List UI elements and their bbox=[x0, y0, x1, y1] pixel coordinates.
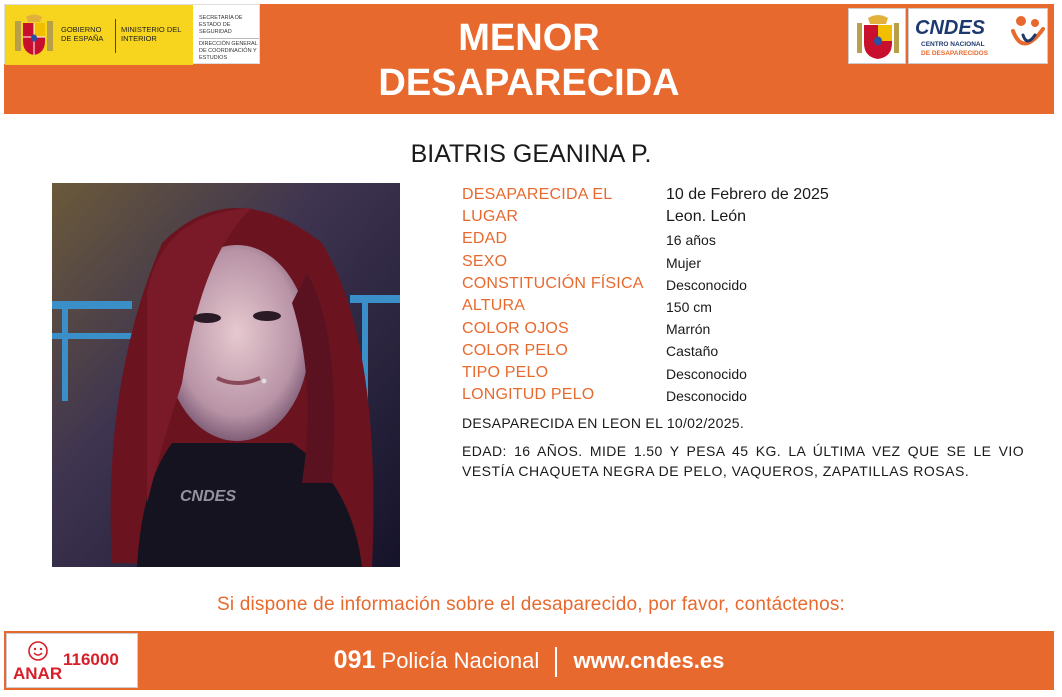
spain-coat-of-arms-icon bbox=[849, 9, 907, 65]
cndes-logo bbox=[908, 8, 1048, 64]
anar-logo bbox=[6, 633, 138, 688]
field-value-build: Desconocido bbox=[666, 277, 747, 293]
footer-contact-line bbox=[4, 631, 1054, 690]
website-link[interactable]: www.cndes.es bbox=[573, 648, 725, 673]
footer-banner bbox=[4, 631, 1054, 690]
field-value-age: 16 años bbox=[666, 232, 716, 248]
field-label-hair-length: LONGITUD PELO bbox=[462, 386, 595, 403]
field-value-date: 10 de Febrero de 2025 bbox=[666, 186, 829, 203]
police-number: 091 bbox=[333, 646, 376, 674]
cndes-sub2-text: DE DESAPARECIDOS bbox=[921, 50, 989, 57]
anar-phone-number: 116000 bbox=[63, 650, 119, 669]
field-value-hair-color: Castaño bbox=[666, 343, 719, 359]
cndes-wordmark: CNDES bbox=[915, 17, 986, 39]
footer-separator bbox=[555, 647, 557, 677]
portrait-image bbox=[52, 183, 400, 567]
title-line2: DESAPARECIDA bbox=[378, 62, 680, 104]
field-label-eye-color: COLOR OJOS bbox=[462, 320, 569, 337]
gov-sub2-text: DIRECCIÓN GENERAL DE COORDINACIÓN Y ESTUDIOS bbox=[199, 41, 258, 61]
field-label-hair-type: TIPO PELO bbox=[462, 364, 549, 381]
field-label-hair-color: COLOR PELO bbox=[462, 342, 569, 359]
field-label-place: LUGAR bbox=[462, 208, 519, 225]
gov-sub1-text: SECRETARÍA DE ESTADO DE SEGURIDAD bbox=[199, 15, 259, 39]
photo-watermark: CNDES bbox=[180, 488, 237, 505]
field-value-sex: Mujer bbox=[666, 255, 702, 271]
police-name: Policía Nacional bbox=[381, 648, 540, 673]
field-label-age: EDAD bbox=[462, 230, 508, 247]
cndes-figure-icon bbox=[1009, 13, 1047, 61]
gov-line1-text: GOBIERNO DE ESPAÑA bbox=[61, 25, 104, 43]
field-label-build: CONSTITUCIÓN FÍSICA bbox=[462, 275, 644, 292]
person-name: BIATRIS GEANINA P. bbox=[410, 140, 652, 168]
description-line1: DESAPARECIDA EN LEON EL 10/02/2025. bbox=[462, 415, 745, 431]
description-line2: EDAD: 16 AÑOS. MIDE 1.50 Y PESA 45 KG. LA ÚLTIMA VEZ QUE SE LE VIO bbox=[462, 443, 1024, 459]
cndes-shield-logo bbox=[848, 8, 906, 64]
header-banner bbox=[4, 4, 1054, 114]
field-label-height: ALTURA bbox=[462, 297, 526, 314]
field-value-height: 150 cm bbox=[666, 299, 712, 315]
field-value-eye-color: Marrón bbox=[666, 321, 711, 337]
description-line3: VESTÍA CHAQUETA NEGRA DE PELO, VAQUEROS, ZAPATILLAS ROSAS. bbox=[462, 463, 970, 479]
title-line1: MENOR bbox=[458, 17, 600, 59]
cndes-sub1-text: CENTRO NACIONAL bbox=[921, 41, 985, 48]
field-value-place: Leon. León bbox=[666, 208, 747, 225]
smiley-face-icon bbox=[27, 640, 49, 662]
gov-line2-text: MINISTERIO DEL INTERIOR bbox=[121, 25, 182, 43]
person-photo bbox=[52, 183, 400, 567]
field-label-sex: SEXO bbox=[462, 253, 508, 270]
field-value-hair-type: Desconocido bbox=[666, 366, 747, 382]
contact-prompt: Si dispone de información sobre el desaparecido, por favor, contáctenos: bbox=[216, 594, 846, 615]
field-label-date: DESAPARECIDA EL bbox=[462, 186, 613, 203]
field-value-hair-length: Desconocido bbox=[666, 388, 747, 404]
anar-wordmark: ANAR bbox=[13, 664, 63, 683]
